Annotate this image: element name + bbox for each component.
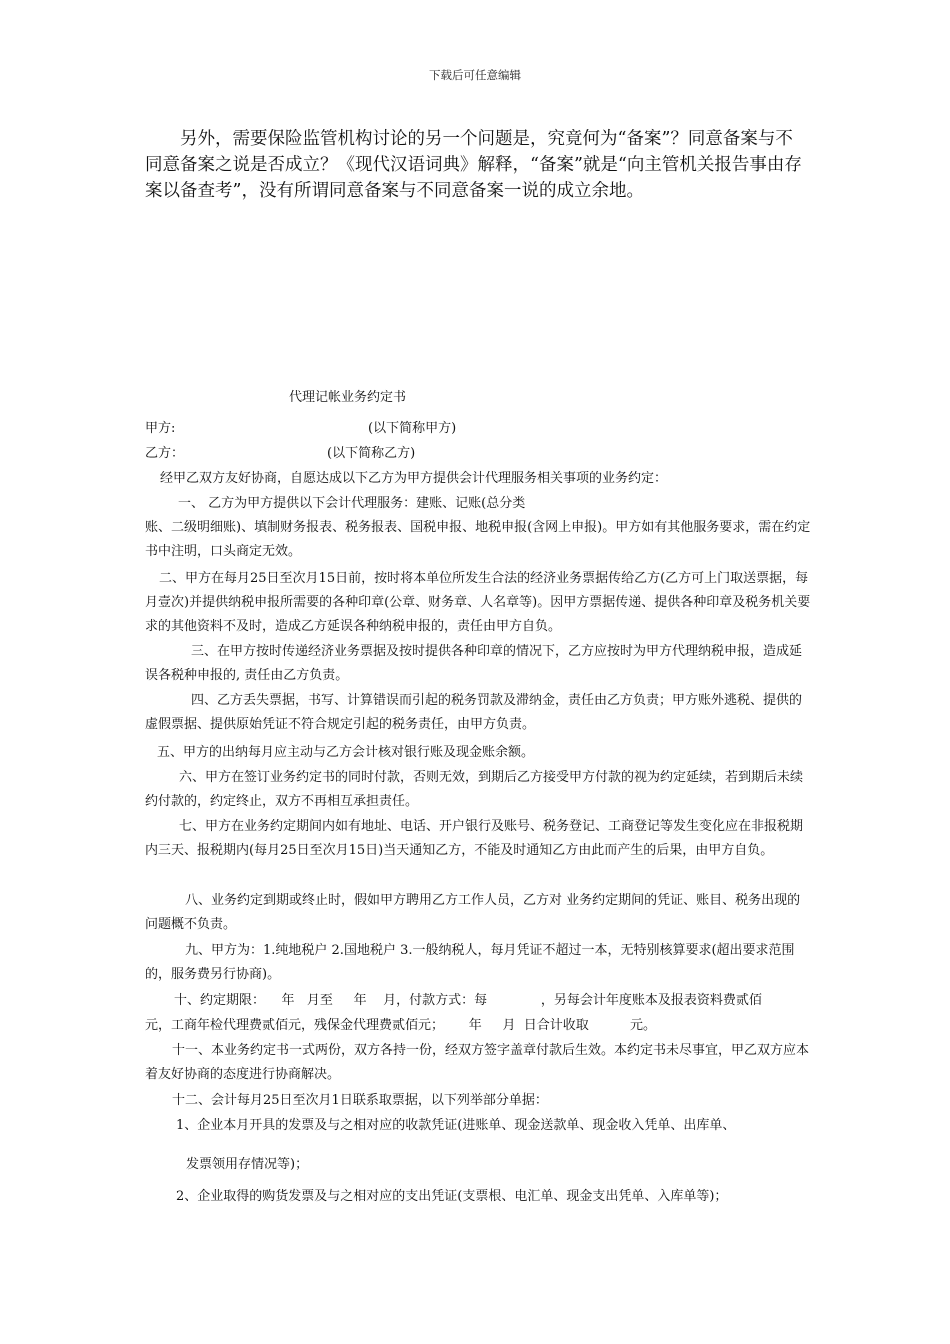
- clause-4: 四、乙方丢失票据，书写、计算错误而引起的税务罚款及滞纳金，责任由乙方负责；甲方账外逃税、提供的虚假票据、提供原始凭证不符合规定引起的税务责任，由甲方负责。: [145, 693, 803, 732]
- page-header: 下载后可任意编辑: [429, 68, 521, 82]
- clause-12: 十二、会计每月25日至次月1日联系取票据，以下列举部分单据：: [172, 1093, 548, 1108]
- clause-6: 六、甲方在签订业务约定书的同时付款，否则无效，到期后乙方接受甲方付款的视为约定延续，若到期后未续约付款的，约定终止，双方不再相互承担责任。: [145, 770, 804, 809]
- clause-8: 八、业务约定到期或终止时，假如甲方聘用乙方工作人员，乙方对 业务约定期间的凭证、账目、税务出现的问题概不负责。: [145, 893, 801, 932]
- clause-9: 九、甲方为：1.纯地税户 2.国地税户 3.一般纳税人，每月凭证不超过一本，无特别核算要求(超出要求范围的，服务费另行协商)。: [145, 943, 795, 982]
- intro-paragraph: 另外，需要保险监管机构讨论的另一个问题是，究竟何为“备案”？同意备案与不同意备案之说是否成立？《现代汉语词典》解释，“备案”就是“向主管机关报告事由存案以备查考”，没有所谓同意备案与不同意备案一说的成立余地。: [145, 129, 802, 201]
- party-b-label: 乙方：: [145, 446, 185, 461]
- clause-2: 二、甲方在每月25日至次月15日前，按时将本单位所发生合法的经济业务票据传给乙方(乙方可上门取送票据，每月壹次)并提供纳税申报所需要的各种印章(公章、财务章、人名章等)。因甲方票据传递、提供各种印章及税务机关要求的其他资料不及时，造成乙方延误各种纳税申报的，责任由甲方自负。: [145, 571, 811, 634]
- clause-5: 五、甲方的出纳每月应主动与乙方会计核对银行账及现金账余额。: [157, 745, 535, 760]
- party-a-label: 甲方:: [145, 421, 176, 436]
- preamble: 经甲乙双方友好协商，自愿达成以下乙方为甲方提供会计代理服务相关事项的业务约定：: [160, 471, 668, 486]
- clause-11: 十一、本业务约定书一式两份，双方各持一份，经双方签字盖章付款后生效。本约定书未尽事宜，甲乙双方应本着友好协商的态度进行协商解决。: [145, 1043, 810, 1082]
- clause-1-first-line: 一、 乙方为甲方提供以下会计代理服务：建账、记账(总分类: [178, 496, 526, 511]
- contract-title: 代理记帐业务约定书: [289, 390, 407, 405]
- clause-10-second-line: 元，工商年检代理费贰佰元，残保金代理费贰佰元； 年 月 日合计收取 元。: [145, 1018, 657, 1033]
- party-b-note: (以下简称乙方): [327, 446, 416, 461]
- clause-7: 七、甲方在业务约定期间内如有地址、电话、开户银行及账号、税务登记、工商登记等发生变化应在非报税期内三天、报税期内(每月25日至次月15日)当天通知乙方，不能及时通知乙方由此而产生的后果，由甲方自负。: [145, 819, 804, 858]
- clause-3: 三、在甲方按时传递经济业务票据及按时提供各种印章的情况下，乙方应按时为甲方代理纳税申报，造成延误各税种申报的, 责任由乙方负责。: [145, 644, 803, 683]
- list-item-2: 2、企业取得的购货发票及与之相对应的支出凭证(支票根、电汇单、现金支出凭单、入库单等)；: [176, 1189, 728, 1204]
- list-item-1-second-line: 发票领用存情况等)；: [186, 1157, 309, 1172]
- clause-10-first-line: 十、约定期限： 年 月至 年 月，付款方式：每 ，另每会计年度账本及报表资料费贰佰: [174, 993, 762, 1008]
- party-a-note: (以下简称甲方): [368, 421, 457, 436]
- clause-1-body: 账、二级明细账)、填制财务报表、税务报表、国税申报、地税申报(含网上申报)。甲方如有其他服务要求，需在约定书中注明，口头商定无效。: [145, 520, 811, 559]
- list-item-1-first-line: 1、企业本月开具的发票及与之相对应的收款凭证(进账单、现金送款单、现金收入凭单、出库单、: [176, 1118, 736, 1133]
